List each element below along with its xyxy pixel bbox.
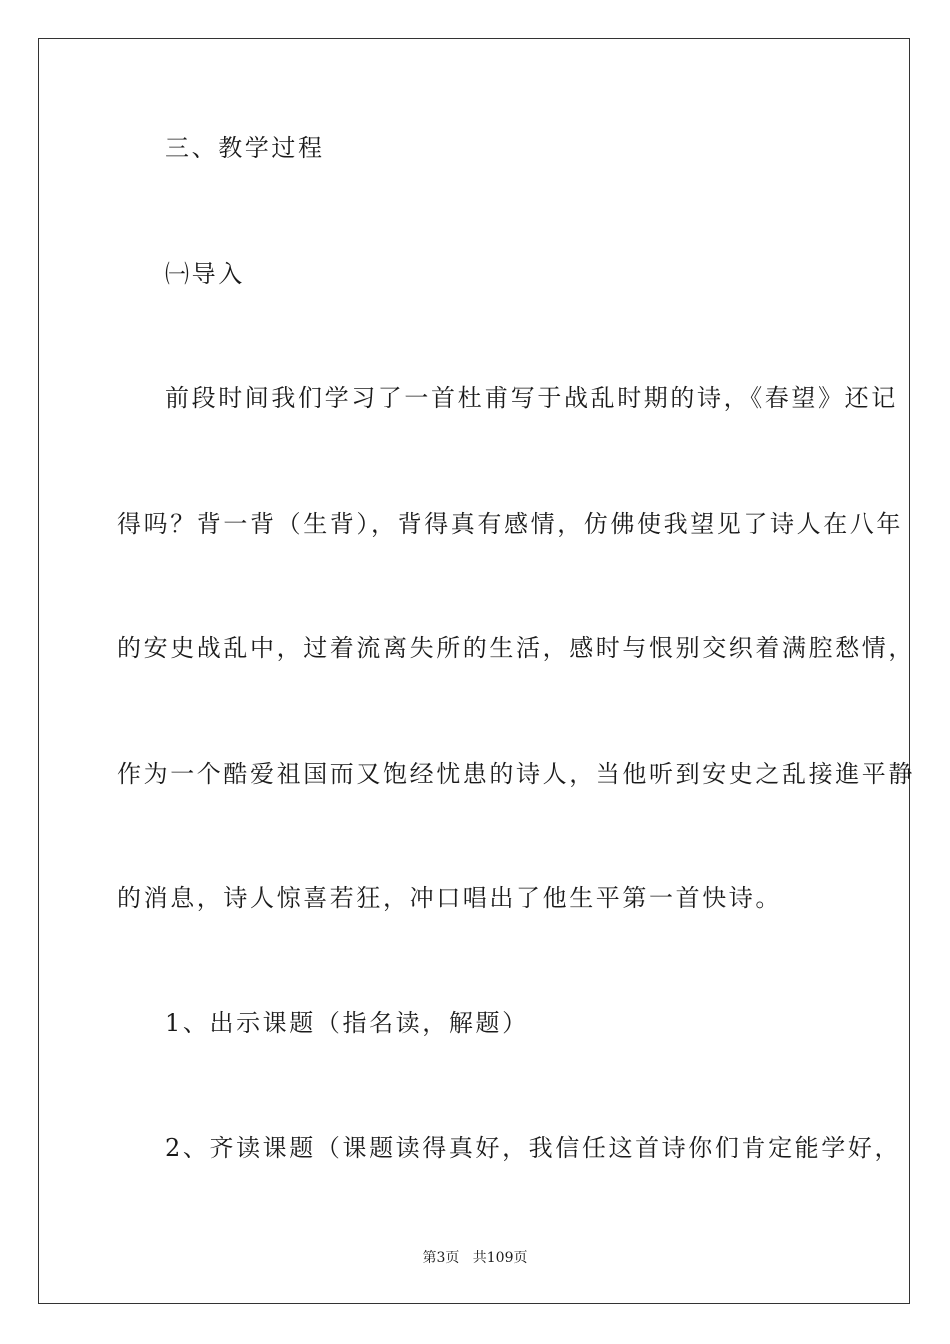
list-item-1: 1、出示课题（指名读，解题） (165, 1009, 529, 1037)
list-item-2: 2、齐读课题（课题读得真好，我信任这首诗你们肯定能学好， (165, 1134, 902, 1162)
section-heading: 三、教学过程 (165, 134, 325, 162)
paragraph-line: 前段时间我们学习了一首杜甫写于战乱时期的诗，《春望》还记 (165, 384, 898, 412)
paragraph-line: 的安史战乱中，过着流离失所的生活，感时与恨别交织着满腔愁情， (117, 634, 915, 662)
subheading-intro: ㈠导入 (165, 260, 245, 288)
paragraph-line: 得吗？背一背（生背），背得真有感情，仿佛使我望见了诗人在八年 (117, 510, 903, 538)
page-number-footer: 第3页 共109页 (422, 1250, 528, 1266)
paragraph-line: 的消息，诗人惊喜若狂，冲口唱出了他生平第一首快诗。 (117, 884, 782, 912)
paragraph-line: 作为一个酷爱祖国而又饱经忧患的诗人，当他听到安史之乱接進平静 (117, 760, 915, 788)
page-border (38, 38, 915, 1304)
